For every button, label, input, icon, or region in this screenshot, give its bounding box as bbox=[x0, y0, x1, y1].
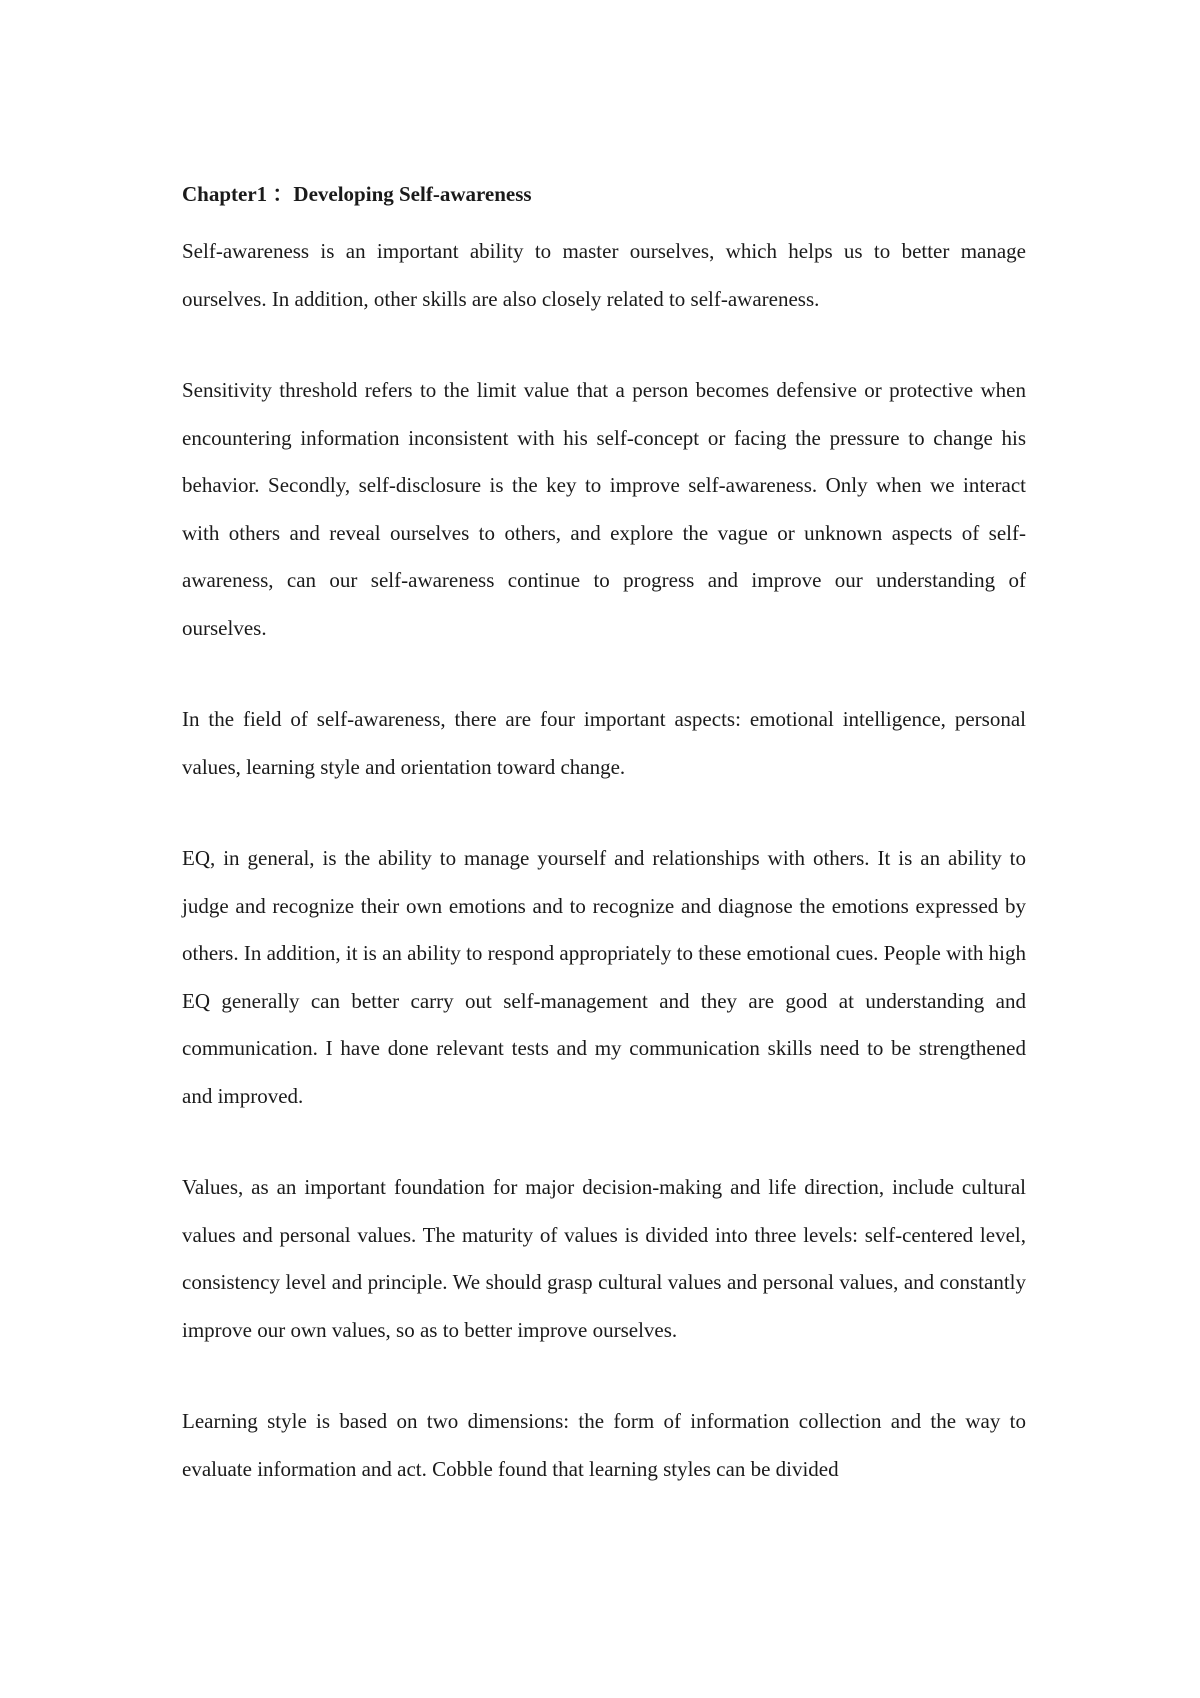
paragraph-learning-style: Learning style is based on two dimensions: the form of information collection and the way to evaluate information and act. Cobble found that learning styles can be divided bbox=[182, 1409, 1026, 1481]
chapter-heading: Chapter1 ：Developing Self-awareness bbox=[182, 182, 532, 206]
document-page bbox=[182, 170, 1026, 1493]
paragraph-sensitivity-threshold: Sensitivity threshold refers to the limit value that a person becomes defensive or protective when encountering information inconsistent with his self-concept or facing the pressure to change his behavior. Secondly, self-disclosure is the key to improve self-awareness. Only when we interact with others and reveal ourselves to others, and explore the vague or unknown aspects of self-awareness, can our self-awareness continue to progress and improve our understanding of ourselves. bbox=[182, 378, 1026, 640]
paragraph-eq: EQ, in general, is the ability to manage yourself and relationships with others. It is an ability to judge and recognize their own emotions and to recognize and diagnose the emotions expressed by others. In addition, it is an ability to respond appropriately to these emotional cues. People with high EQ generally can better carry out self-management and they are good at understanding and communication. I have done relevant tests and my communication skills need to be strengthened and improved. bbox=[182, 846, 1026, 1108]
paragraph-four-aspects: In the field of self-awareness, there are four important aspects: emotional intelligence, personal values, learning style and orientation toward change. bbox=[182, 707, 1026, 779]
paragraph-self-awareness-intro: Self-awareness is an important ability to master ourselves, which helps us to better manage ourselves. In addition, other skills are also closely related to self-awareness. bbox=[182, 239, 1026, 311]
paragraph-values: Values, as an important foundation for major decision-making and life direction, include cultural values and personal values. The maturity of values is divided into three levels: self-centered level, consistency level and principle. We should grasp cultural values and personal values, and constantly improve our own values, so as to better improve ourselves. bbox=[182, 1175, 1026, 1342]
